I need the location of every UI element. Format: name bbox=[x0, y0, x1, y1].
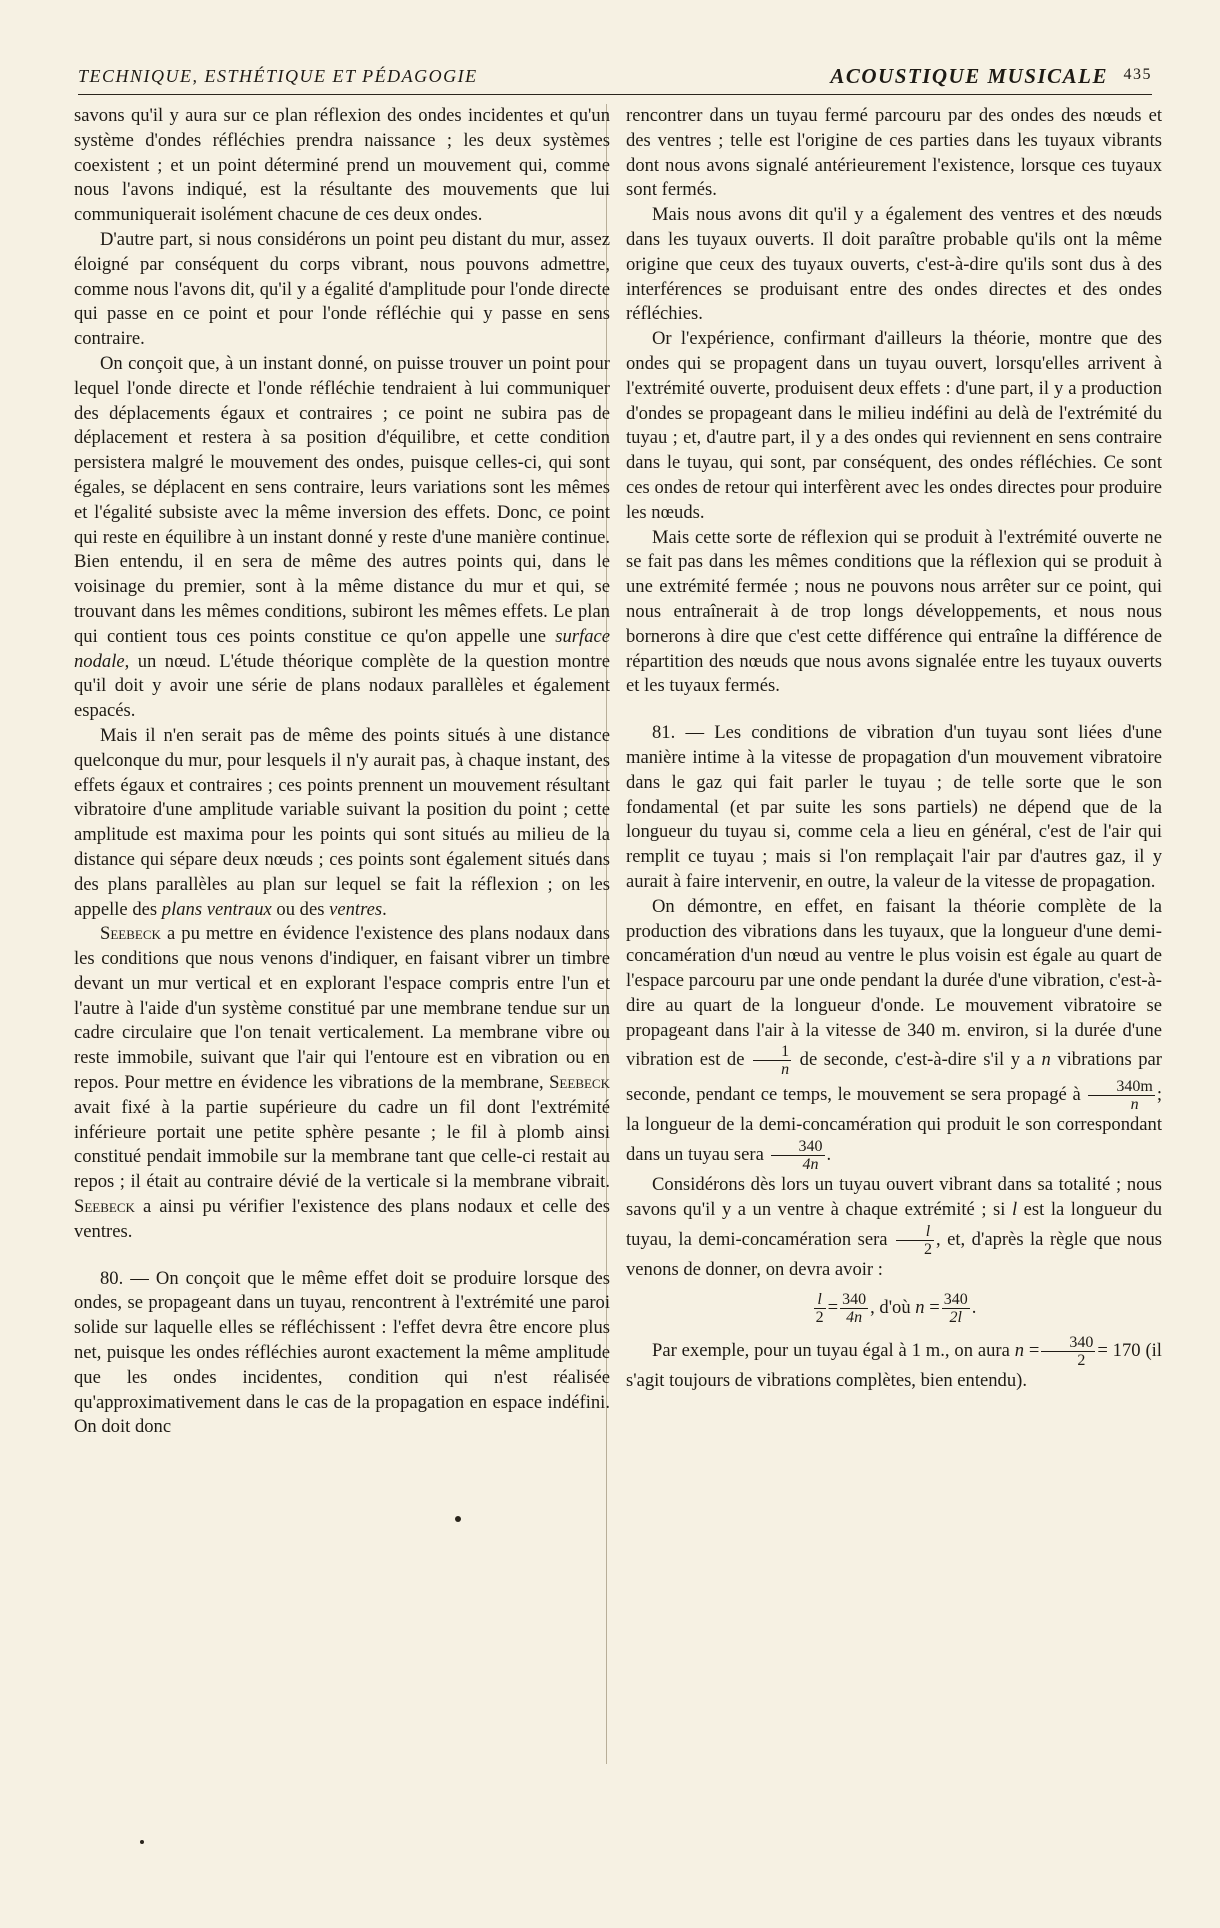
paragraph: On démontre, en effet, en faisant la théorie complète de la production des vibrations dans les tuyaux, que la longueur d'une demi-concamération d'un nœud au ventre le plus voisin est égale au quart de l'espace parcouru par une onde pendant la durée d'une vibration, c'est-à-dire au quart de la longueur d'onde. Le mouvement vibratoire se propageant dans l'air à la vitesse de 340 m. environ, si la durée d'une vibration est de $\frac{1}{n}$ de seconde, c'est-à-dire s'il y a n vibrations par seconde, pendant ce temps, le mouvement se sera propagé à $\frac{340m}{n}$ ; la longueur de la demi-concamération qui produit le son correspondant dans un tuyau sera $\frac{340}{4n}$ . bbox=[626, 895, 1162, 1174]
paragraph-section-81: 81. — Les conditions de vibration d'un tuyau sont liées d'une manière intime à la vitesse de propagation d'un mouvement vibratoire dans le gaz qui fait parler le tuyau ; de telle sorte que le son fondamental (et par suite les sons partiels) ne dépend que de la longueur du tuyau si, comme cela a lieu en général, c'est de l'air qui remplit ce tuyau ; mais si l'on remplaçait l'air par d'autres gaz, il y aurait à faire intervenir, en outre, la valeur de la vitesse de propagation. bbox=[626, 722, 1162, 892]
header-left-title: TECHNIQUE, ESTHÉTIQUE ET PÉDAGOGIE bbox=[78, 66, 478, 86]
right-column bbox=[626, 104, 1162, 1393]
fraction-l-over-2: $\frac{l}{2}$ bbox=[815, 1290, 824, 1326]
fraction-340-over-4n: $\frac{340}{4n}$ bbox=[842, 1290, 867, 1326]
ink-speck bbox=[455, 1516, 461, 1522]
term-ventres: ventres bbox=[329, 898, 383, 920]
fraction-340-over-2l: $\frac{340}{2l}$ bbox=[943, 1290, 968, 1326]
paragraph: Par exemple, pour un tuyau égal à 1 m., on aura n = $\frac{340}{2}$ = 170 (il s'agit toujours de vibrations complètes, bien entendu). bbox=[626, 1333, 1162, 1391]
fraction-1-over-n: $\frac{1}{n}$ bbox=[753, 1043, 791, 1078]
paragraph: rencontrer dans un tuyau fermé parcouru par des ondes des nœuds et des ventres ; telle est l'origine de ces parties dans les tuyaux vibrants dont nous avons signalé antérieurement l'existence, lorsque ces tuyaux sont fermés. bbox=[626, 105, 1162, 201]
fraction-340-over-4n: $\frac{340}{4n}$ bbox=[771, 1138, 825, 1173]
page-number: 435 bbox=[1123, 66, 1152, 83]
paragraph: Mais nous avons dit qu'il y a également des ventres et des nœuds dans les tuyaux ouverts. Il doit paraître probable qu'ils ont la même origine que ceux des tuyaux ouverts, c'est-à-dire qu'ils sont dus à des interférences se produisant entre des ondes directes et des ondes réfléchies. bbox=[626, 204, 1162, 325]
running-header bbox=[78, 64, 1152, 95]
fraction-l-over-2: $\frac{l}{2}$ bbox=[896, 1223, 934, 1258]
term-surface-nodale: surface nodale bbox=[74, 625, 611, 672]
paragraph: Considérons dès lors un tuyau ouvert vibrant dans sa totalité ; nous savons qu'il y a un ventre à chaque extrémité ; si l est la longueur du tuyau, la demi-concamération sera $\frac{l}{2}$ , et, d'après la règle que nous venons de donner, on devra avoir : bbox=[626, 1174, 1162, 1280]
equation: $\frac{l}{2}$ = $\frac{340}{4n}$ , d'où n = $\frac{340}{2l}$ . bbox=[815, 1290, 977, 1326]
paragraph: savons qu'il y aura sur ce plan réflexion des ondes incidentes et qu'un système d'ondes réfléchies prendra naissance ; les deux systèmes coexistent ; et un point déterminé prend un mouvement qui, comme nous l'avons indiqué, est la résultante des mouvements que lui communiquerait isolément chacune de ces deux ondes. bbox=[74, 105, 610, 226]
paragraph: On conçoit que, à un instant donné, on puisse trouver un point pour lequel l'onde directe et l'onde réfléchie tendraient à lui communiquer des déplacements égaux et contraires ; ce point ne subira pas de déplacement et restera à sa position d'équilibre, et cette condition persistera malgré le mouvement des ondes, puisque celles-ci, qui sont égales, se déplacent en sens contraire, leurs variations sont les mêmes et l'égalité subsiste avec la même inversion des effets. Donc, ce point qui reste en équilibre à un instant donné y reste d'une manière continue. Bien entendu, il en sera de même des autres points qui, dans le voisinage du premier, sont à la même distance du mur et qui, se trouvant dans les mêmes conditions, subiront les mêmes effets. Le plan qui contient tous ces points constitue ce qu'on appelle une surface nodale, un nœud. L'étude théorique complète de la question montre qu'il doit y avoir une série de plans nodaux parallèles et également espacés. bbox=[74, 352, 611, 722]
paragraph-section-80: 80. — On conçoit que le même effet doit se produire lorsque des ondes, se propageant dans un tuyau, rencontrent à l'extrémité une paroi solide sur laquelle elles se réfléchissent : l'effet devra être encore plus net, puisque les ondes réfléchies auront exactement la même amplitude que les ondes incidentes, condition qui n'est réalisée qu'approximativement dans le cas de la propagation en espace indéfini. On doit donc bbox=[74, 1267, 610, 1438]
author-name: Seebeck bbox=[74, 1196, 135, 1218]
header-right-title: ACOUSTIQUE MUSICALE bbox=[830, 64, 1108, 88]
paragraph: Mais il n'en serait pas de même des points situés à une distance quelconque du mur, pour lesquels il n'y aurait pas, à chaque instant, des effets égaux et contraires ; ces points prennent un mouvement résultant vibratoire d'une amplitude variable suivant la position du point ; cette amplitude est maxima pour les points qui sont situés au milieu de la distance qui sépare deux nœuds ; ces points sont également situés dans des plans parallèles au plan sur lequel se fait la réflexion ; on les appelle des plans ventraux ou des ventres. bbox=[74, 724, 610, 920]
paragraph: Seebeck a pu mettre en évidence l'existence des plans nodaux dans les conditions que nous venons d'indiquer, en faisant vibrer un timbre devant un mur vertical et en explorant l'espace compris entre l'un et l'autre à l'aide d'un système constitué par une membrane tendue sur un cadre circulaire que l'on tenait verticalement. La membrane vibre ou reste immobile, suivant que l'air qui l'entoure est en vibration ou en repos. Pour mettre en évidence les vibrations de la membrane, Seebeck avait fixé à la partie supérieure du cadre un fil dont l'extrémité inférieure portait une petite sphère pesante ; le fil à plomb ainsi constitué pendait immobile sur la membrane tant que celle-ci restait au repos ; il était au contraire dévié de la verticale si la membrane vibrait. Seebeck a ainsi pu vérifier l'existence des plans nodaux et celle des ventres. bbox=[74, 923, 610, 1242]
author-name: Seebeck bbox=[100, 923, 161, 945]
ink-speck bbox=[140, 1840, 144, 1844]
term-plans-ventraux: plans ventraux bbox=[161, 898, 272, 920]
fraction-340m-over-n: $\frac{340m}{n}$ bbox=[1088, 1078, 1154, 1113]
paragraph: Or l'expérience, confirmant d'ailleurs la théorie, montre que des ondes qui se propagent dans un tuyau ouvert, lorsqu'elles arrivent à l'extrémité ouverte, produisent deux effets : d'une part, il y a production d'ondes se propageant dans le milieu indéfini au delà de l'extrémité du tuyau ; et, d'autre part, il y a des ondes qui reviennent en sens contraire dans le tuyau, qui sont, par conséquent, des ondes réfléchies. Ce sont ces ondes de retour qui interfèrent avec les ondes directes pour produire les nœuds. bbox=[626, 328, 1162, 523]
author-name: Seebeck bbox=[549, 1072, 610, 1094]
fraction-340-over-2: $\frac{340}{2}$ bbox=[1041, 1334, 1095, 1369]
paragraph: D'autre part, si nous considérons un point peu distant du mur, assez éloigné par conséquent du corps vibrant, nous pouvons admettre, comme nous l'avons dit, qu'il y a égalité d'amplitude pour l'onde directe qui passe en ce point et pour l'onde réfléchie qui y passe en sens contraire. bbox=[74, 228, 610, 350]
left-column bbox=[74, 104, 610, 1440]
paragraph: Mais cette sorte de réflexion qui se produit à l'extrémité ouverte ne se fait pas dans les mêmes conditions que la réflexion qui se produit à une extrémité fermée ; nous ne pouvons nous arrêter sur ce point, qui nous entraînerait à de trop longs développements, et nous nous bornerons à dire que c'est cette différence qui entraîne la différence de répartition des nœuds que nous avons signalée entre les tuyaux ouverts et les tuyaux fermés. bbox=[626, 526, 1162, 697]
